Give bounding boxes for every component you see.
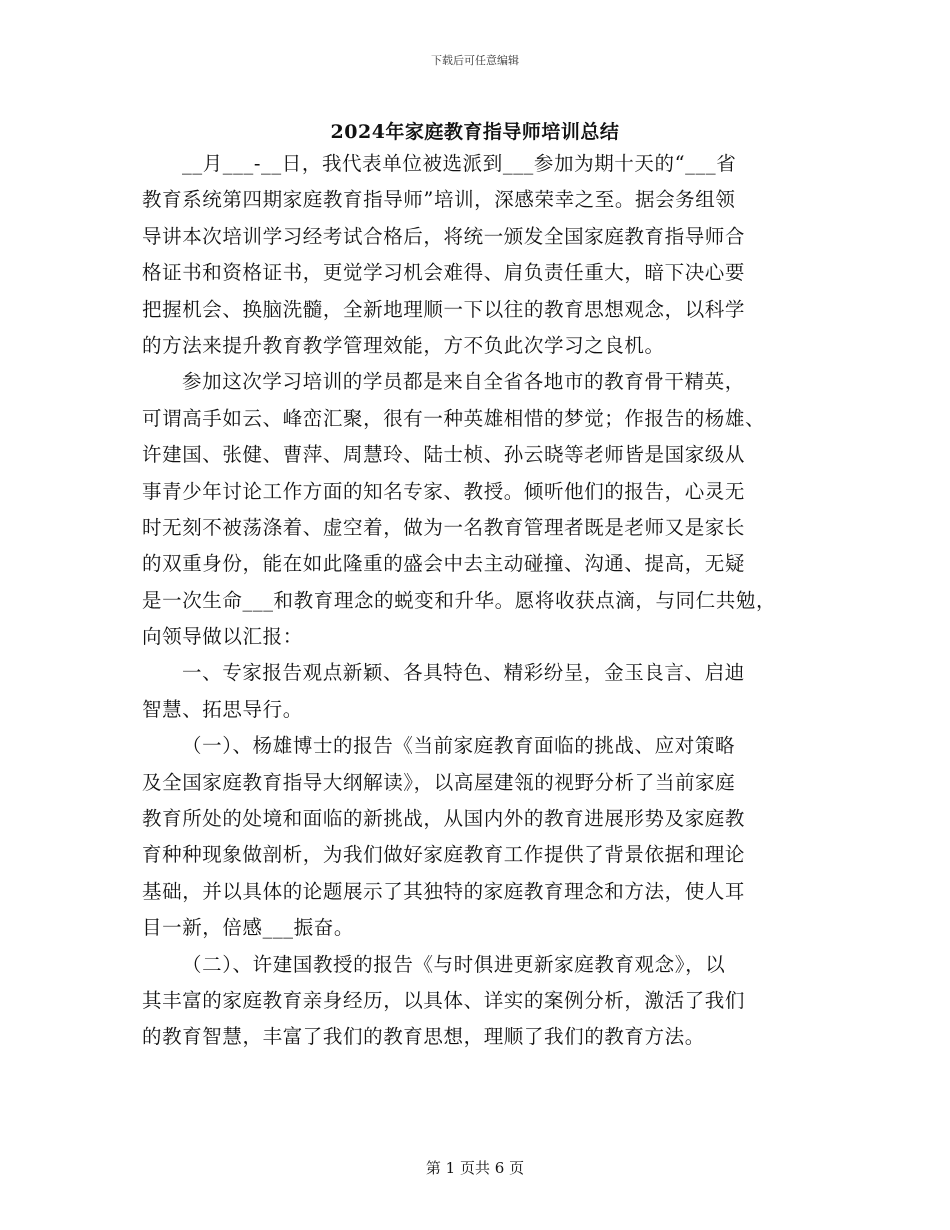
document-title: 2024年家庭教育指导师培训总结	[330, 121, 620, 143]
text-line: 其丰富的家庭教育亲身经历，以具体、详实的案例分析，激活了我们	[142, 988, 746, 1012]
text-line: 目一新，倍感___振奋。	[142, 916, 354, 940]
text-line: （一）、杨雄博士的报告《当前家庭教育面临的挑战、应对策略	[182, 734, 736, 758]
text-line: 基础，并以具体的论题展示了其独特的家庭教育理念和方法，使人耳	[142, 879, 746, 903]
text-line: 导讲本次培训学习经考试合格后，将统一颁发全国家庭教育指导师合	[142, 224, 746, 248]
text-line: 参加这次学习培训的学员都是来自全省各地市的教育骨干精英，	[182, 370, 745, 394]
text-line: 可谓高手如云、峰峦汇聚，很有一种英雄相惜的梦觉；作报告的杨雄、	[142, 406, 766, 430]
text-line: 把握机会、换脑洗髓，全新地理顺一下以往的教育思想观念，以科学	[142, 297, 746, 321]
text-line: 的方法来提升教育教学管理效能，方不负此次学习之良机。	[142, 333, 665, 357]
text-line: 事青少年讨论工作方面的知名专家、教授。倾听他们的报告，心灵无	[142, 479, 746, 503]
text-line: 的双重身份，能在如此隆重的盛会中去主动碰撞、沟通、提高，无疑	[142, 552, 746, 576]
text-line: （二）、许建国教授的报告《与时俱进更新家庭教育观念》，以	[182, 952, 726, 976]
header-note: 下载后可任意编辑	[431, 54, 519, 67]
text-line: 的教育智慧，丰富了我们的教育思想，理顺了我们的教育方法。	[142, 1025, 705, 1049]
text-line: 格证书和资格证书，更觉学习机会难得、肩负责任重大，暗下决心要	[142, 261, 746, 285]
text-line: 及全国家庭教育指导大纲解读》，以高屋建瓴的视野分析了当前家庭	[142, 770, 736, 794]
text-line: 育种种现象做剖析，为我们做好家庭教育工作提供了背景依据和理论	[142, 843, 746, 867]
text-line: 一、专家报告观点新颖、各具特色、精彩纷呈，金玉良言、启迪	[182, 661, 745, 685]
text-line: 时无刻不被荡涤着、虚空着，做为一名教育管理者既是老师又是家长	[142, 515, 746, 539]
text-line: 教育所处的处境和面临的新挑战，从国内外的教育进展形势及家庭教	[142, 807, 746, 831]
text-line: 智慧、拓思导行。	[142, 697, 303, 721]
document-body	[142, 146, 812, 1056]
text-line: 教育系统第四期家庭教育指导师”培训，深感荣幸之至。据会务组领	[142, 188, 736, 212]
page-footer: 第 1 页共 6 页	[425, 1159, 525, 1177]
text-line: 向领导做以汇报：	[142, 625, 303, 649]
text-line: 是一次生命___和教育理念的蜕变和升华。愿将收获点滴，与同仁共勉，	[142, 588, 777, 612]
text-line: __月___-__日，我代表单位被选派到___参加为期十天的“___省	[182, 152, 737, 175]
text-line: 许建国、张健、曹萍、周慧玲、陆士桢、孙云晓等老师皆是国家级从	[142, 443, 746, 467]
